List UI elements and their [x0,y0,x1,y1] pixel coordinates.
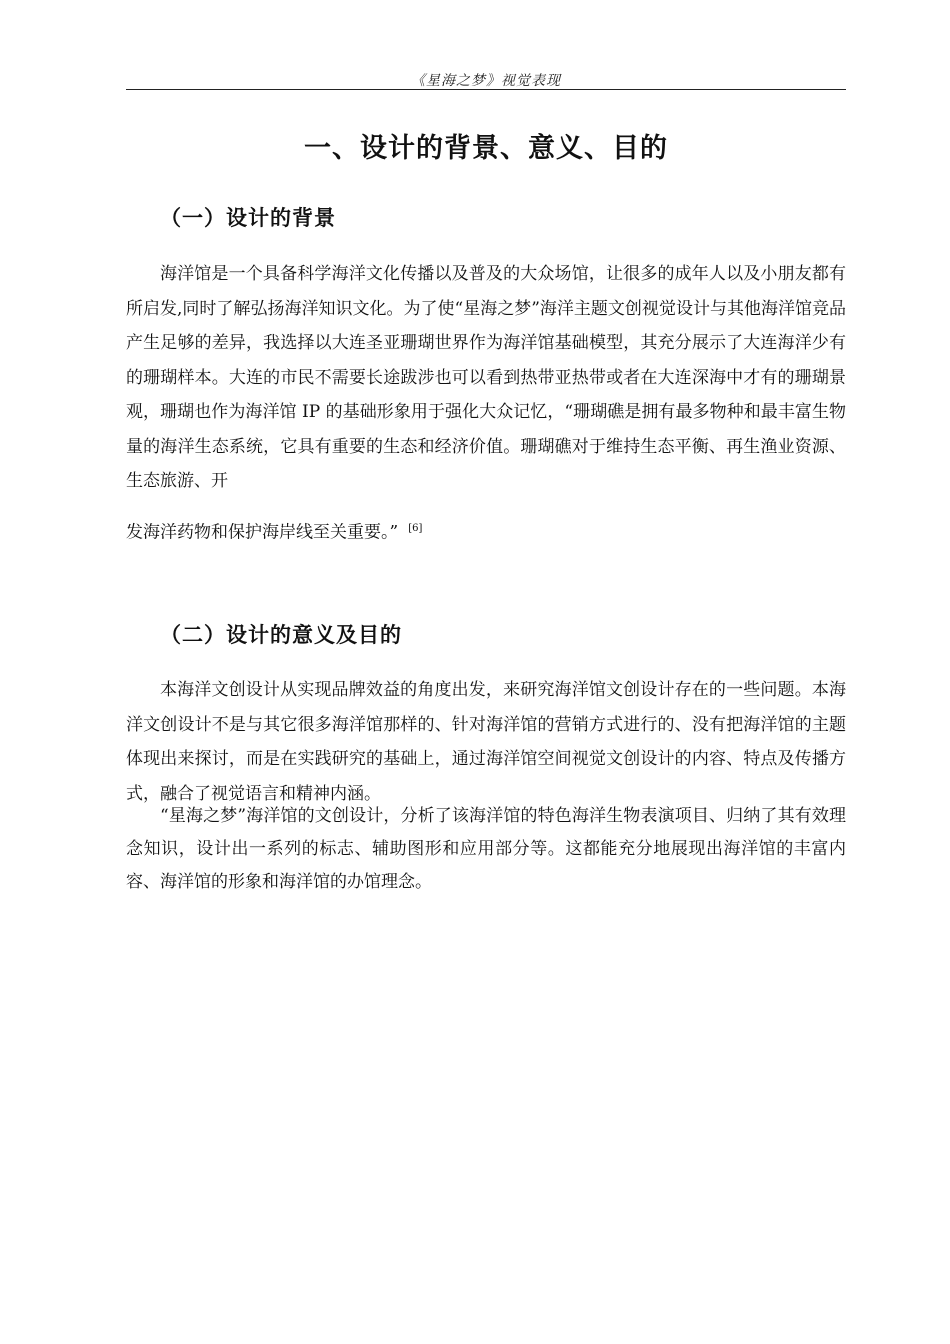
chapter-title: 一、设计的背景、意义、目的 [304,133,668,164]
significance-paragraph-2: “星海之梦”海洋馆的文创设计，分析了该海洋馆的特色海洋生物表演项目、归纳了其有效理念知识，设计出一系列的标志、辅助图形和应用部分等。这都能充分地展现出海洋馆的丰富内容、海洋馆的形象和海洋馆的办馆理念。 [126,806,846,892]
paragraph-gap [126,499,846,512]
running-header: 《星海之梦》视觉表现 [411,73,561,89]
background-paragraph-tail: 发海洋药物和保护海岸线至关重要。” [126,522,399,543]
header-divider [126,89,846,90]
background-paragraph-body: 海洋馆是一个具备科学海洋文化传播以及普及的大众场馆，让很多的成年人以及小朋友都有所启发,同时了解弘扬海洋知识文化。为了使“星海之梦”海洋主题文创视觉设计与其他海洋馆竞品产生足够的差异，我选择以大连圣亚珊瑚世界作为海洋馆基础模型，其充分展示了大连海洋少有的珊瑚样本。大连的市民不需要长途跋涉也可以看到热带亚热带或者在大连深海中才有的珊瑚景观，珊瑚也作为海洋馆 IP 的基础形象用于强化大众记忆，“珊瑚礁是拥有最多物种和最丰富生物量的海洋生态系统，它具有重要的生态和经济价值。珊瑚礁对于维持生态平衡、再生渔业资源、生态旅游、开 [126,264,846,491]
citation-reference: [6] [408,522,423,534]
background-paragraph [126,257,846,550]
section-heading-background: （一）设计的背景 [160,206,336,230]
section-heading-significance: （二）设计的意义及目的 [160,623,402,647]
significance-paragraph-1: 本海洋文创设计从实现品牌效益的角度出发，来研究海洋馆文创设计存在的一些问题。本海洋文创设计不是与其它很多海洋馆那样的、针对海洋馆的营销方式进行的、没有把海洋馆的主题体现出来探讨，而是在实践研究的基础上，通过海洋馆空间视觉文创设计的内容、特点及传播方式，融合了视觉语言和精神内涵。 [126,680,846,804]
